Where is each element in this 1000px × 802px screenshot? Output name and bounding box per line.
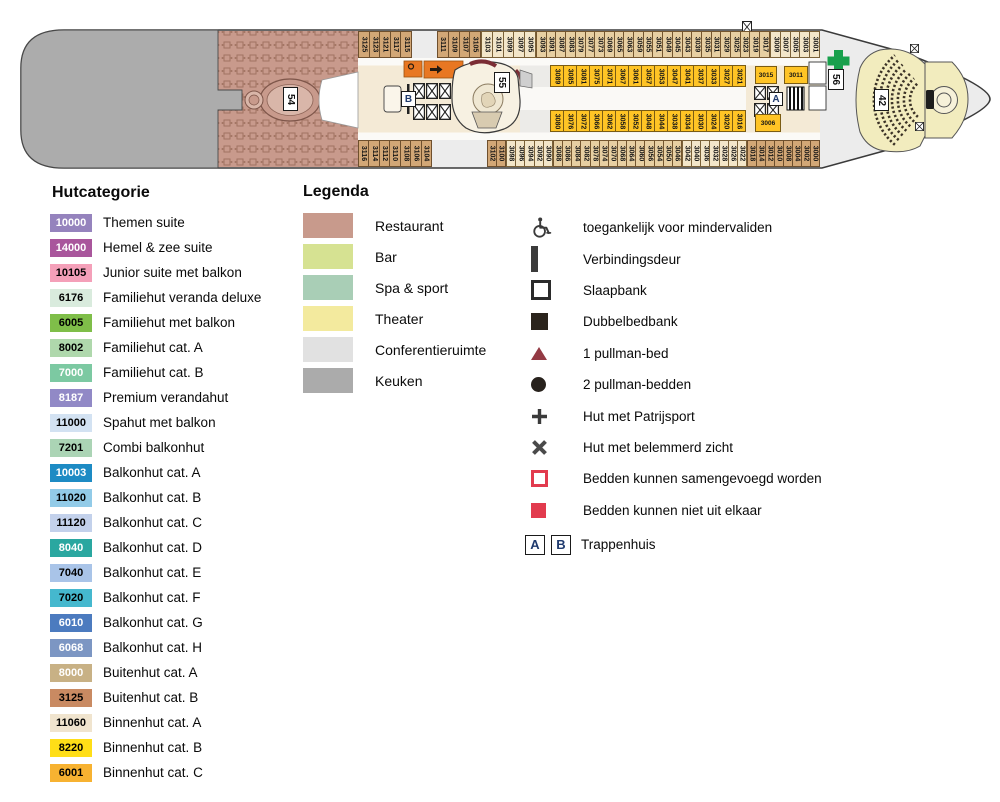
cabin-row-top-a <box>358 31 412 58</box>
cabin-3098: 3098 <box>506 140 516 167</box>
cabin-3043: 3043 <box>682 31 693 58</box>
cabin-3123: 3123 <box>369 31 381 58</box>
symbol-row <box>525 243 995 274</box>
cabin-3099: 3099 <box>503 31 515 58</box>
center-corridor <box>518 87 746 110</box>
hutcategorie-title: Hutcategorie <box>52 184 150 201</box>
cabin-3094: 3094 <box>524 140 534 167</box>
legenda-row <box>303 241 486 272</box>
cabin-3125: 3125 <box>358 31 370 58</box>
cabin-3100: 3100 <box>496 140 506 167</box>
cabin-3057: 3057 <box>641 65 655 87</box>
cabin-3062: 3062 <box>602 110 616 132</box>
cabin-3079: 3079 <box>575 31 586 58</box>
elevator-icon <box>755 87 766 100</box>
cabin-row-bottom-c <box>506 140 553 167</box>
symbol-row <box>525 432 995 463</box>
cabin-3037: 3037 <box>693 65 707 87</box>
category-label: Spahut met balkon <box>103 415 216 430</box>
symbol-label: Verbindingsdeur <box>583 251 681 267</box>
category-badge: 8002 <box>50 339 92 357</box>
legenda-label: Spa & sport <box>375 279 449 296</box>
legenda-list <box>303 210 486 396</box>
cabin-3053: 3053 <box>654 65 668 87</box>
cabin-3010: 3010 <box>774 140 784 167</box>
stairs-a-badge: A <box>769 92 783 106</box>
category-label: Balkonhut cat. H <box>103 640 203 655</box>
cabin-3019: 3019 <box>749 31 760 58</box>
cabin-3109: 3109 <box>448 31 460 58</box>
cabin-row-top-b <box>437 31 481 58</box>
category-badge: 6176 <box>50 289 92 307</box>
venue-56-badge: 56 <box>828 69 844 90</box>
symbols-legend <box>525 212 995 555</box>
color-swatch <box>303 244 353 269</box>
category-label: Familiehut cat. A <box>103 340 203 355</box>
category-label: Balkonhut cat. D <box>103 540 203 555</box>
stairwell-b-box: B <box>551 535 571 555</box>
category-row-6005 <box>50 310 261 335</box>
cabin-3060: 3060 <box>635 140 645 167</box>
category-row-8220 <box>50 735 261 760</box>
category-badge: 11000 <box>50 414 92 432</box>
cabin-3033: 3033 <box>706 65 720 87</box>
cabin-3068: 3068 <box>617 140 627 167</box>
color-swatch <box>303 306 353 331</box>
red-open-square-icon <box>525 470 583 487</box>
category-label: Hemel & zee suite <box>103 240 213 255</box>
color-swatch <box>303 337 353 362</box>
cabin-3076: 3076 <box>563 110 577 132</box>
cabin-3000: 3000 <box>810 140 820 167</box>
open-square-icon <box>525 280 583 300</box>
legenda-row <box>303 303 486 334</box>
cabin-row-bottom-e <box>682 140 747 167</box>
cabin-3101: 3101 <box>492 31 504 58</box>
category-label: Buitenhut cat. B <box>103 690 199 705</box>
cabin-3048: 3048 <box>641 110 655 132</box>
cabin-3040: 3040 <box>691 140 701 167</box>
symbol-label: Bedden kunnen samengevoegd worden <box>583 471 822 487</box>
cabin-3083: 3083 <box>565 31 576 58</box>
cabin-3002: 3002 <box>801 140 811 167</box>
cabin-3105: 3105 <box>469 31 481 58</box>
cabin-3064: 3064 <box>626 140 636 167</box>
cabin-3066: 3066 <box>589 110 603 132</box>
symbol-row <box>525 338 995 369</box>
cabin-3027: 3027 <box>719 65 733 87</box>
category-badge: 6001 <box>50 764 92 782</box>
legenda-title: Legenda <box>303 183 369 200</box>
cabin-3005: 3005 <box>790 31 801 58</box>
cabin-3092: 3092 <box>534 140 544 167</box>
category-label: Balkonhut cat. G <box>103 615 203 630</box>
category-row-3125 <box>50 685 261 710</box>
category-label: Balkonhut cat. A <box>103 465 201 480</box>
symbol-row <box>525 495 995 526</box>
category-label: Balkonhut cat. E <box>103 565 202 580</box>
stairs-b-badge: B <box>401 91 416 107</box>
color-swatch <box>303 275 353 300</box>
red-filled-square-icon <box>525 503 583 518</box>
symbol-label: toegankelijk voor mindervaliden <box>583 220 773 236</box>
cabin-row-top-e <box>770 31 820 58</box>
cabin-3116: 3116 <box>358 140 369 167</box>
cabin-3071: 3071 <box>602 65 616 87</box>
cabin-3104: 3104 <box>421 140 432 167</box>
cabin-3067: 3067 <box>615 65 629 87</box>
cabin-3020: 3020 <box>719 110 733 132</box>
symbol-label: Bedden kunnen niet uit elkaar <box>583 502 762 518</box>
category-label: Balkonhut cat. F <box>103 590 201 605</box>
theater-area <box>856 49 925 152</box>
cabin-3023: 3023 <box>740 31 751 58</box>
category-badge: 8040 <box>50 539 92 557</box>
cabin-3086: 3086 <box>562 140 572 167</box>
cabin-3004: 3004 <box>792 140 802 167</box>
symbol-label: Dubbelbedbank <box>583 314 678 330</box>
cabin-3052: 3052 <box>628 110 642 132</box>
category-row-6068 <box>50 635 261 660</box>
category-badge: 3125 <box>50 689 92 707</box>
cabin-3035: 3035 <box>701 31 712 58</box>
color-swatch <box>303 213 353 238</box>
legenda-label: Keuken <box>375 372 423 389</box>
cabin-3084: 3084 <box>571 140 581 167</box>
cabin-3087: 3087 <box>555 31 566 58</box>
symbols-list <box>525 212 995 526</box>
category-label: Balkonhut cat. B <box>103 490 202 505</box>
trappenhuis-label: Trappenhuis <box>581 537 656 553</box>
cabin-3112: 3112 <box>379 140 390 167</box>
cabin-3039: 3039 <box>691 31 702 58</box>
category-row-6176 <box>50 285 261 310</box>
cabin-3102: 3102 <box>487 140 497 167</box>
category-badge: 8000 <box>50 664 92 682</box>
cabin-3089: 3089 <box>550 65 564 87</box>
cabin-3011: 3011 <box>784 66 808 84</box>
cabin-3029: 3029 <box>720 31 731 58</box>
category-label: Binnenhut cat. B <box>103 740 203 755</box>
legenda-label: Conferentieruimte <box>375 341 487 358</box>
legenda-row <box>303 334 486 365</box>
category-label: Balkonhut cat. C <box>103 515 203 530</box>
stairwell-a-box: A <box>525 535 545 555</box>
cabin-3016: 3016 <box>732 110 746 132</box>
category-row-14000 <box>50 235 261 260</box>
cabin-3108: 3108 <box>400 140 411 167</box>
cabin-row-midtop <box>550 65 746 87</box>
cabin-3070: 3070 <box>608 140 618 167</box>
cabin-3021: 3021 <box>732 65 746 87</box>
legenda-row <box>303 365 486 396</box>
cabin-3065: 3065 <box>614 31 625 58</box>
cabin-3008: 3008 <box>783 140 793 167</box>
cabin-3025: 3025 <box>730 31 741 58</box>
cabin-3075: 3075 <box>589 65 603 87</box>
cabin-row-midtop-x2 <box>784 66 808 84</box>
cabin-row-midbottom <box>550 110 746 132</box>
cabin-3085: 3085 <box>563 65 577 87</box>
elevator-icon <box>427 84 438 99</box>
category-row-8040 <box>50 535 261 560</box>
cabin-3095: 3095 <box>524 31 536 58</box>
cabin-3117: 3117 <box>390 31 402 58</box>
venue-54-badge: 54 <box>283 87 298 111</box>
cabin-3006: 3006 <box>755 114 781 132</box>
category-label: Binnenhut cat. A <box>103 715 202 730</box>
cabin-3030: 3030 <box>693 110 707 132</box>
cabin-3107: 3107 <box>459 31 471 58</box>
cabin-3061: 3061 <box>628 65 642 87</box>
cabin-3072: 3072 <box>576 110 590 132</box>
category-badge: 10105 <box>50 264 92 282</box>
cabin-3056: 3056 <box>644 140 654 167</box>
vent-shaft <box>915 122 923 130</box>
cabin-3058: 3058 <box>615 110 629 132</box>
venue-55-badge: 55 <box>494 72 510 93</box>
wheelchair-icon <box>525 216 583 239</box>
cabin-3074: 3074 <box>599 140 609 167</box>
category-row-10000 <box>50 210 261 235</box>
cabin-3081: 3081 <box>576 65 590 87</box>
category-badge: 7040 <box>50 564 92 582</box>
cabin-row-midbottom-x1 <box>755 114 781 132</box>
cabin-3055: 3055 <box>643 31 654 58</box>
category-label: Familiehut cat. B <box>103 365 204 380</box>
category-badge: 7201 <box>50 439 92 457</box>
cabin-3080: 3080 <box>550 110 564 132</box>
legenda-row <box>303 210 486 241</box>
category-label: Combi balkonhut <box>103 440 205 455</box>
cabin-3044: 3044 <box>654 110 668 132</box>
category-row-7000 <box>50 360 261 385</box>
triangle-icon <box>525 347 583 360</box>
symbol-row <box>525 463 995 494</box>
category-row-6010 <box>50 610 261 635</box>
symbol-label: Slaapbank <box>583 282 647 298</box>
cabin-3028: 3028 <box>719 140 729 167</box>
cabin-3111: 3111 <box>437 31 449 58</box>
elevator-icon <box>427 105 438 120</box>
hutcategorie-legend <box>50 184 261 785</box>
circle-icon <box>525 377 583 392</box>
category-row-6001 <box>50 760 261 785</box>
cabin-3018: 3018 <box>747 140 757 167</box>
cabin-3103: 3103 <box>481 31 493 58</box>
category-label: Familiehut met balkon <box>103 315 236 330</box>
cabin-3001: 3001 <box>809 31 820 58</box>
color-swatch <box>303 368 353 393</box>
service-block-1 <box>404 61 422 77</box>
cabin-3034: 3034 <box>680 110 694 132</box>
cabin-3022: 3022 <box>737 140 747 167</box>
venue-42-badge: 42 <box>874 89 889 111</box>
cabin-3038: 3038 <box>667 110 681 132</box>
category-row-7020 <box>50 585 261 610</box>
cabin-3014: 3014 <box>756 140 766 167</box>
cabin-3096: 3096 <box>515 140 525 167</box>
category-badge: 10000 <box>50 214 92 232</box>
cabin-3091: 3091 <box>546 31 557 58</box>
category-badge: 6010 <box>50 614 92 632</box>
category-label: Binnenhut cat. C <box>103 765 203 780</box>
cabin-row-midtop-x1 <box>755 66 777 84</box>
cabin-3110: 3110 <box>389 140 400 167</box>
cabin-3049: 3049 <box>662 31 673 58</box>
symbol-label: 1 pullman-bed <box>583 345 669 361</box>
cabin-3106: 3106 <box>410 140 421 167</box>
category-row-8000 <box>50 660 261 685</box>
cabin-3051: 3051 <box>652 31 663 58</box>
filled-square-icon <box>525 313 583 330</box>
legenda-label: Restaurant <box>375 217 444 234</box>
category-label: Buitenhut cat. A <box>103 665 198 680</box>
category-badge: 8220 <box>50 739 92 757</box>
vent-shaft <box>910 44 918 52</box>
category-label: Familiehut veranda deluxe <box>103 290 262 305</box>
symbol-row <box>525 212 995 243</box>
category-row-10003 <box>50 460 261 485</box>
cabin-3015: 3015 <box>755 66 777 84</box>
category-row-8002 <box>50 335 261 360</box>
category-badge: 7020 <box>50 589 92 607</box>
piano <box>926 90 934 109</box>
restaurant-stage <box>319 72 358 128</box>
cabin-3047: 3047 <box>667 65 681 87</box>
symbol-row <box>525 369 995 400</box>
cabin-3077: 3077 <box>585 31 596 58</box>
stage-circle <box>931 87 958 114</box>
cabin-3088: 3088 <box>553 140 563 167</box>
hutcategorie-list <box>50 210 261 785</box>
category-badge: 6068 <box>50 639 92 657</box>
door-icon <box>525 246 583 272</box>
legenda-label: Bar <box>375 248 397 265</box>
category-row-7040 <box>50 560 261 585</box>
category-label: Premium verandahut <box>103 390 229 405</box>
cabin-3007: 3007 <box>780 31 791 58</box>
symbol-row <box>525 400 995 431</box>
cabin-3121: 3121 <box>379 31 391 58</box>
cabin-3078: 3078 <box>590 140 600 167</box>
cabin-3097: 3097 <box>513 31 525 58</box>
cabin-3050: 3050 <box>663 140 673 167</box>
cabin-row-bottom-f <box>747 140 820 167</box>
stairwell-boxes <box>525 535 577 555</box>
elevator-icon <box>440 84 451 99</box>
trappenhuis-row <box>525 535 995 555</box>
category-row-11020 <box>50 485 261 510</box>
cabin-3031: 3031 <box>711 31 722 58</box>
cabin-3017: 3017 <box>759 31 770 58</box>
cabin-3026: 3026 <box>728 140 738 167</box>
cabin-row-bottom-b <box>487 140 506 167</box>
stern-deck-area <box>21 30 242 168</box>
category-badge: 6005 <box>50 314 92 332</box>
stairs-a-grill <box>787 87 804 110</box>
cabin-3090: 3090 <box>543 140 553 167</box>
cabin-3024: 3024 <box>706 110 720 132</box>
elevator-icon <box>440 105 451 120</box>
cabin-3042: 3042 <box>682 140 692 167</box>
cabin-row-bottom-a <box>358 140 432 167</box>
cabin-3036: 3036 <box>700 140 710 167</box>
category-row-11000 <box>50 410 261 435</box>
symbol-label: 2 pullman-bedden <box>583 377 692 393</box>
category-row-8187 <box>50 385 261 410</box>
cabin-row-top-d <box>536 31 770 58</box>
symbol-label: Hut met belemmerd zicht <box>583 439 734 455</box>
plus-icon <box>525 408 583 425</box>
legenda-label: Theater <box>375 310 424 327</box>
cabin-3059: 3059 <box>633 31 644 58</box>
lower-corridor <box>358 133 820 141</box>
symbol-row <box>525 275 995 306</box>
legenda-row <box>303 272 486 303</box>
cabin-row-bottom-d <box>553 140 682 167</box>
category-row-7201 <box>50 435 261 460</box>
category-badge: 11020 <box>50 489 92 507</box>
cabin-3069: 3069 <box>604 31 615 58</box>
category-row-11060 <box>50 710 261 735</box>
cabin-3012: 3012 <box>765 140 775 167</box>
category-badge: 10003 <box>50 464 92 482</box>
cabin-3041: 3041 <box>680 65 694 87</box>
cabin-3115: 3115 <box>400 31 412 58</box>
cabin-3082: 3082 <box>580 140 590 167</box>
cabin-3073: 3073 <box>594 31 605 58</box>
cabin-3063: 3063 <box>623 31 634 58</box>
cabin-3003: 3003 <box>799 31 810 58</box>
category-row-10105 <box>50 260 261 285</box>
category-label: Junior suite met balkon <box>103 265 242 280</box>
cabin-3093: 3093 <box>536 31 547 58</box>
symbol-row <box>525 306 995 337</box>
category-label: Themen suite <box>103 215 185 230</box>
category-badge: 8187 <box>50 389 92 407</box>
medic-room <box>809 62 826 84</box>
cabin-row-top-c <box>481 31 536 58</box>
legenda <box>303 183 486 396</box>
stairs-b-structure <box>384 86 401 112</box>
ship-deck-plan <box>0 0 1000 192</box>
category-row-11120 <box>50 510 261 535</box>
cabin-3114: 3114 <box>368 140 379 167</box>
cabin-3032: 3032 <box>709 140 719 167</box>
category-badge: 11120 <box>50 514 92 532</box>
cabin-3046: 3046 <box>672 140 682 167</box>
category-badge: 14000 <box>50 239 92 257</box>
cabin-3054: 3054 <box>654 140 664 167</box>
cabin-3045: 3045 <box>672 31 683 58</box>
cross-x-icon <box>525 439 583 456</box>
symbol-label: Hut met Patrijsport <box>583 408 695 424</box>
category-badge: 11060 <box>50 714 92 732</box>
medic-room <box>809 86 826 110</box>
category-badge: 7000 <box>50 364 92 382</box>
cabin-3009: 3009 <box>770 31 781 58</box>
